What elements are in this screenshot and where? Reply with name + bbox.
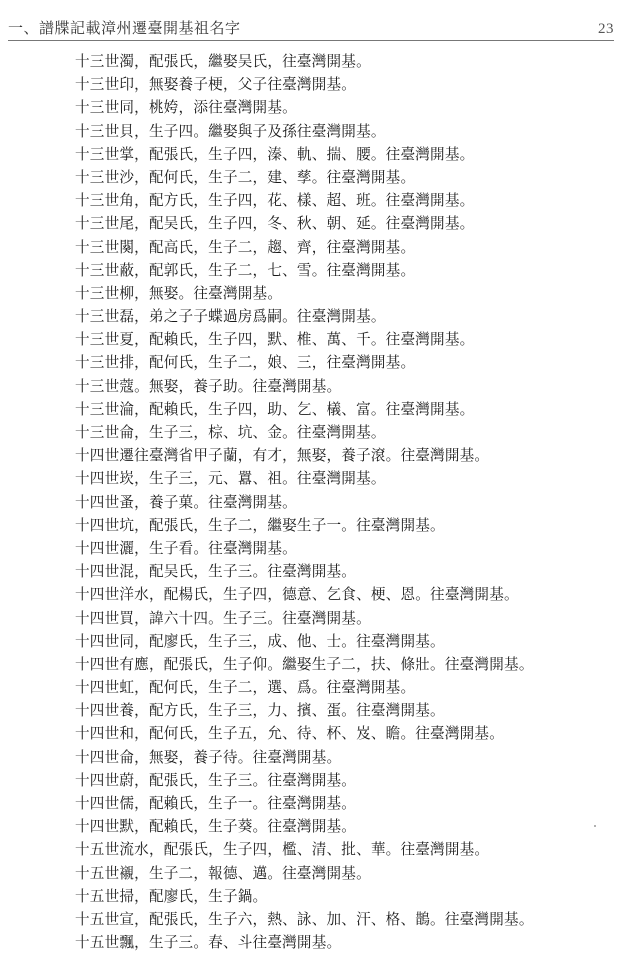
page-number: 23 — [598, 21, 614, 37]
running-header — [8, 14, 614, 38]
genealogy-entry: 十三世濁，配張氏，繼娶吴氏，往臺灣開基。 — [75, 53, 371, 70]
genealogy-entry: 十四世遷往臺灣省甲子蘭，有才，無娶，養子滾。往臺灣開基。 — [75, 447, 490, 465]
genealogy-entry: 十四世和，配何氏，生子五，允、待、杯、岌、瞻。往臺灣開基。 — [75, 725, 505, 743]
genealogy-entry: 十五世流水，配張氏，生子四，檻、清、批、華。往臺灣開基。 — [75, 841, 490, 859]
genealogy-entry: 十三世淪，配賴氏，生子四，助、乞、檥、富。往臺灣開基。 — [75, 400, 475, 418]
running-header-title: 一、譜牒記載漳州遷臺開基祖名字 — [8, 19, 241, 37]
genealogy-entry: 十三世柳，無娶。往臺灣開基。 — [75, 284, 283, 302]
genealogy-entry: 十三世貝，生子四。繼娶與子及孫往臺灣開基。 — [75, 122, 386, 140]
genealogy-entry: 十四世灑，生子看。往臺灣開基。 — [75, 539, 297, 557]
genealogy-entry: 十三世蔽，配郭氏，生子二，七、雪。往臺灣開基。 — [75, 261, 416, 279]
genealogy-entry: 十四世蚤，養子菓。往臺灣開基。 — [75, 493, 297, 511]
genealogy-entry: 十四世儒，配賴氏，生子一。往臺灣開基。 — [75, 795, 357, 812]
genealogy-entry: 十三世角，配方氏，生子四，花、樣、超、班。往臺灣開基。 — [75, 192, 475, 210]
genealogy-entry: 十四世混，配吴氏，生子三。往臺灣開基。 — [75, 563, 357, 581]
genealogy-entry: 十三世同，桃姱，添往臺灣開基。 — [75, 99, 297, 117]
genealogy-entry: 十三世磊，弟之子子蝶過房爲嗣。往臺灣開基。 — [75, 308, 386, 326]
genealogy-entry-list — [75, 50, 534, 954]
genealogy-entry: 十三世夏，配賴氏，生子四，默、椎、萬、千。往臺灣開基。 — [75, 331, 475, 349]
scan-speck — [594, 825, 596, 827]
genealogy-entry: 十三世蔻。無娶，養子助。往臺灣開基。 — [75, 377, 342, 395]
genealogy-entry: 十四世洋水，配楊氏，生子四，德意、乞食、梗、恩。往臺灣開基。 — [75, 586, 519, 604]
genealogy-entry: 十四世坑，配張氏，生子二，繼娶生子一。往臺灣開基。 — [75, 516, 445, 534]
genealogy-entry: 十五世飄，生子三。春、斗往臺灣開基。 — [75, 934, 342, 952]
genealogy-entry: 十四世默，配賴氏，生子葵。往臺灣開基。 — [75, 818, 357, 836]
genealogy-entry: 十三世沙，配何氏，生子二，建、孳。往臺灣開基。 — [75, 168, 416, 186]
genealogy-entry: 十三世侖，生子三，棕、坑、金。往臺灣開基。 — [75, 424, 386, 441]
genealogy-entry: 十三世排，配何氏，生子二，娘、三，往臺灣開基。 — [75, 354, 416, 372]
genealogy-entry: 十三世闋，配高氏，生子二，趨、齊，往臺灣開基。 — [75, 238, 416, 256]
genealogy-entry: 十五世襯，生子二，報德、邁。往臺灣開基。 — [75, 864, 371, 882]
genealogy-entry: 十四世侖，無娶，養子待。往臺灣開基。 — [75, 748, 342, 766]
genealogy-entry: 十五世宣，配張氏，生子六，熱、詠、加、汗、格、鵲。往臺灣開基。 — [75, 910, 534, 928]
genealogy-entry: 十四世買，諱六十四。生子三。往臺灣開基。 — [75, 609, 371, 627]
genealogy-entry: 十四世崁，生子三，元、囂、祖。往臺灣開基。 — [75, 470, 386, 488]
genealogy-entry: 十三世印，無娶養子梗，父子往臺灣開基。 — [75, 76, 357, 94]
genealogy-entry: 十五世掃，配廖氏，生子鍋。 — [75, 887, 268, 905]
genealogy-entry: 十四世同，配廖氏，生子三，成、他、士。往臺灣開基。 — [75, 632, 445, 650]
header-rule — [8, 40, 614, 41]
genealogy-entry: 十四世養，配方氏，生子三，力、擯、蛋。往臺灣開基。 — [75, 702, 445, 720]
genealogy-entry: 十三世掌，配張氏，生子四，溱、軌、揣、腰。往臺灣開基。 — [75, 145, 475, 163]
genealogy-entry: 十四世有應，配張氏，生子仰。繼娶生子二，扶、條壯。往臺灣開基。 — [75, 655, 534, 673]
genealogy-entry: 十四世虹，配何氏，生子二，選、爲。往臺灣開基。 — [75, 679, 416, 697]
genealogy-entry: 十三世尾，配吴氏，生子四，冬、秋、朝、延。往臺灣開基。 — [75, 215, 475, 233]
genealogy-entry: 十四世蔚，配張氏，生子三。往臺灣開基。 — [75, 771, 357, 789]
